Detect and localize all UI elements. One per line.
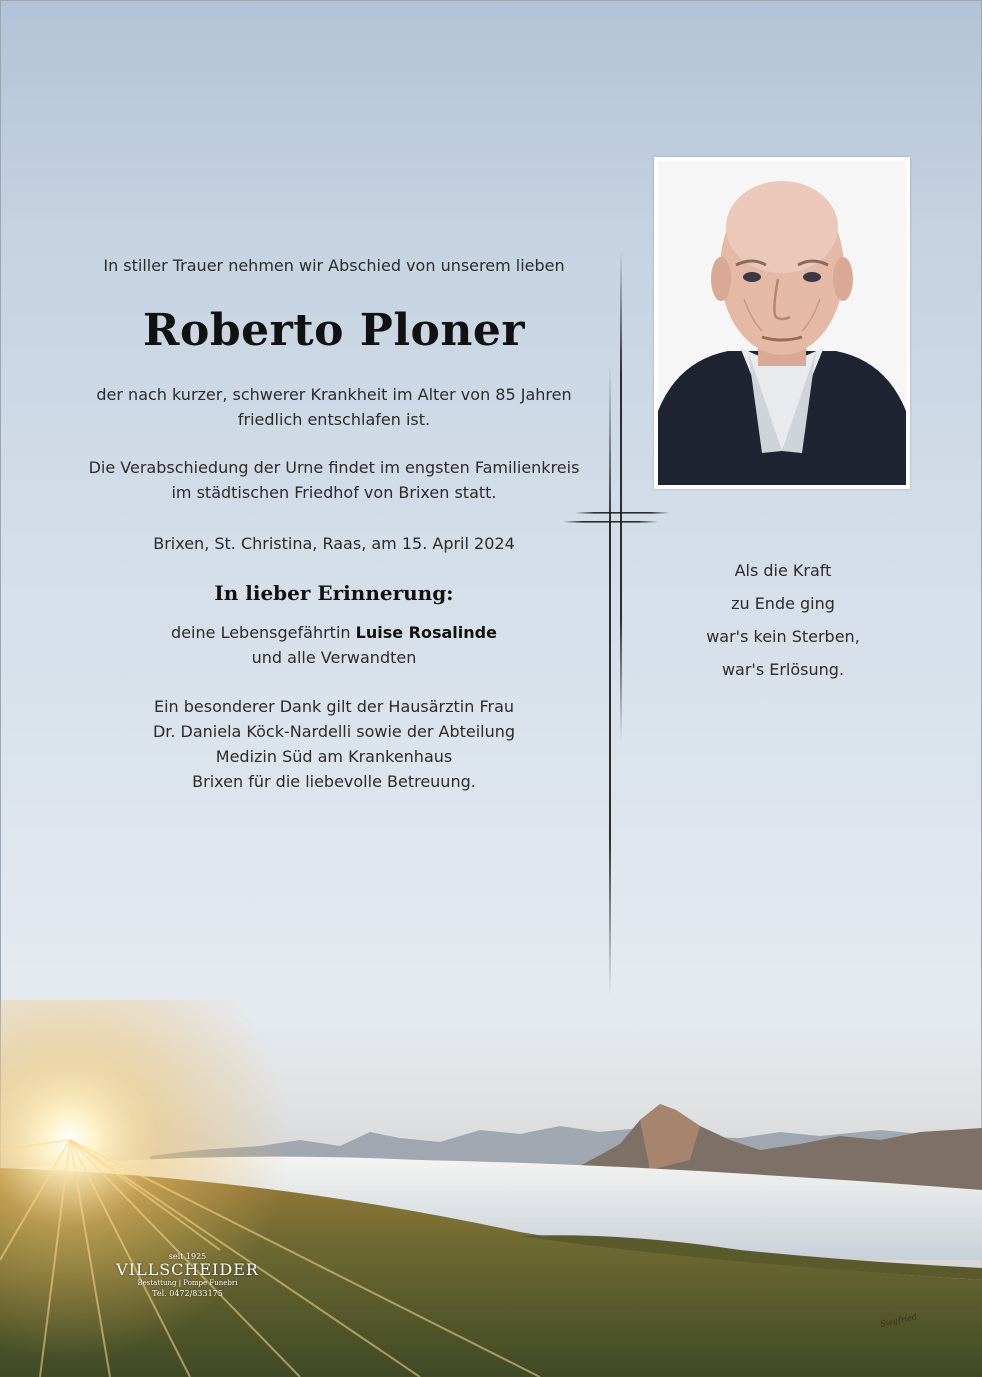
death-line-1: der nach kurzer, schwerer Krankheit im Alter von 85 Jahren <box>96 385 572 404</box>
place-date: Brixen, St. Christina, Raas, am 15. April 2024 <box>153 534 515 553</box>
intro-text: In stiller Trauer nehmen wir Abschied von unserem lieben <box>103 256 565 275</box>
funeral-line-1: Die Verabschiedung der Urne findet im engsten Familienkreis <box>88 458 580 477</box>
death-line-2: friedlich entschlafen ist. <box>237 410 431 429</box>
photographer-signature: Siegfried <box>879 1312 918 1329</box>
thanks-line-1: Ein besonderer Dank gilt der Hausärztin Frau <box>153 697 515 716</box>
logo-subtitle: Bestattung | Pompe Funebri <box>137 1279 238 1287</box>
funeral-line-2: im städtischen Friedhof von Brixen statt. <box>171 483 497 502</box>
poem-line-3: war's kein Sterben, <box>706 627 860 646</box>
funeral-home-logo <box>110 1252 265 1299</box>
mountain-landscape-image <box>0 1000 982 1377</box>
thanks-line-3: Medizin Süd am Krankenhaus <box>215 747 453 766</box>
poem-line-2: zu Ende ging <box>731 594 835 613</box>
logo-phone: Tel. 0472/833175 <box>152 1289 223 1298</box>
mourners-partner-name: Luise Rosalinde <box>355 623 497 642</box>
memory-heading: In lieber Erinnerung: <box>214 581 454 605</box>
mourners-line-2: und alle Verwandten <box>251 648 417 667</box>
thanks-line-4: Brixen für die liebevolle Betreuung. <box>192 772 476 791</box>
logo-brand: VILLSCHEIDER <box>116 1260 259 1279</box>
thanks-line-2: Dr. Daniela Köck-Nardelli sowie der Abteilung <box>152 722 516 741</box>
poem-line-1: Als die Kraft <box>734 561 832 580</box>
mourners-prefix: deine Lebensgefährtin <box>171 623 351 642</box>
portrait-photo <box>654 157 910 489</box>
poem <box>680 554 886 686</box>
poem-line-4: war's Erlösung. <box>721 660 845 679</box>
logo-since: seit 1925 <box>168 1252 207 1261</box>
deceased-name: Roberto Ploner <box>142 305 526 356</box>
